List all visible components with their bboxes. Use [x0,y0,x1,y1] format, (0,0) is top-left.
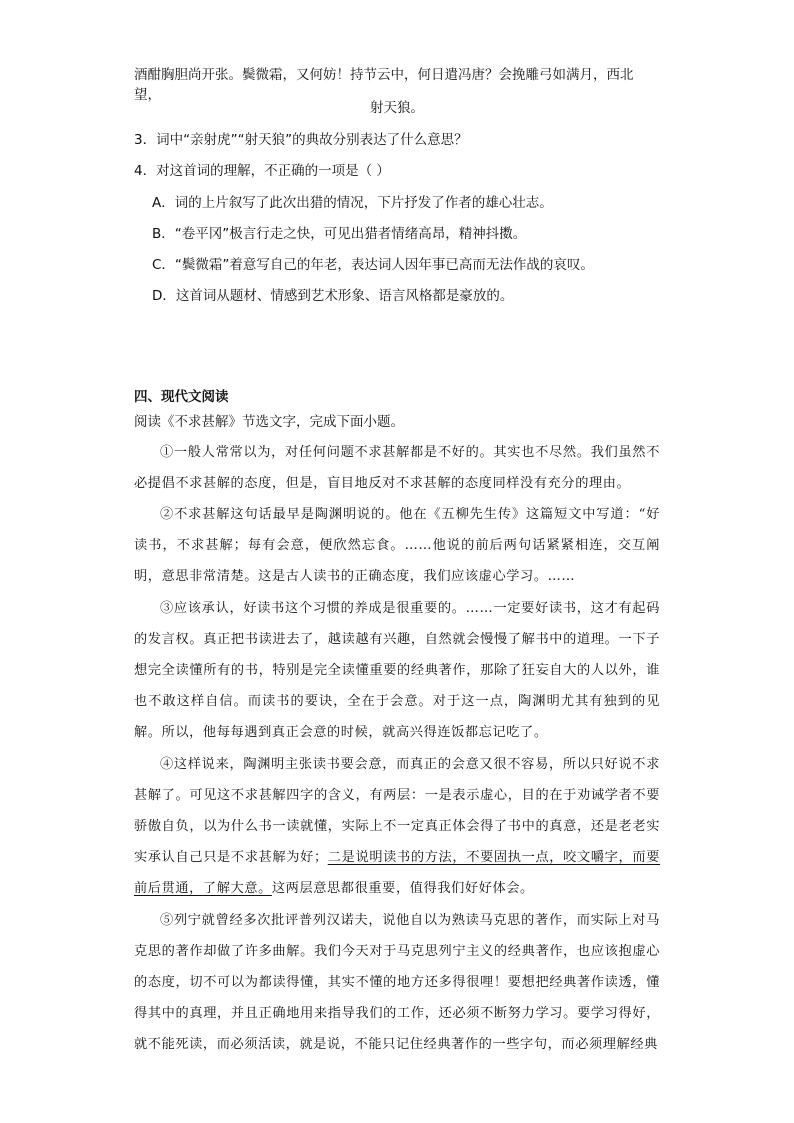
section-title: 四、现代文阅读 [134,389,229,405]
option-b: B．“卷平冈”极言行走之快，可见出猎者情绪高昂，精神抖擞。 [152,226,527,242]
poem-line: 射天狼。 [370,100,424,116]
paragraph-3: ③应该承认，好读书这个习惯的养成是很重要的。……一定要好读书，这才有起码的发言权。真正把书读进去了，越读越有兴趣，自然就会慢慢了解书中的道理。一下子想完全读懂所有的书，特别是完全读懂重要的经典著作，那除了狂妄自大的人以外，谁也不敢这样自信。而读书的要诀，全在于会意。对于这一点，陶渊明尤其有独到的见解。所以，他每每遇到真正会意的时候，就高兴得连饭都忘记吃了。 [134,601,660,740]
option-c: C．“鬓微霜”着意写自己的年老，表达词人因年事已高而无法作战的哀叹。 [152,257,594,273]
paragraph-4 [134,749,660,904]
paragraph-1: ①一般人常常以为，对任何问题不求甚解都是不好的。其实也不尽然。我们虽然不必提倡不求甚解的态度，但是，盲目地反对不求甚解的态度同样没有充分的理由。 [134,445,660,491]
paragraph-4-text: ④这样说来，陶渊明主张读书要会意，而真正的会意又很不容易，所以只好说不求甚解了。可见这不求甚解四字的含义，有两层：一是表示虚心，目的在于劝诫学者不要骄傲自负，以为什么书一读就懂，实际上不一定真正体会得了书中的真意，还是老老实实承认自己只是不求甚解为好； [134,757,660,865]
question-4: 4．对这首词的理解，不正确的一项是（ ） [134,163,390,179]
paragraph-5: ⑤列宁就曾经多次批评普列汉诺夫，说他自以为熟读马克思的著作，而实际上对马克思的著作却做了许多曲解。我们今天对于马克思列宁主义的经典著作，也应该抱虚心的态度，切不可以为都读得懂，其实不懂的地方还多得很哩！要想把经典著作读透，懂得其中的真理，并且正确地用来指导我们的工作，还必须不断努力学习。要学习得好，就不能死读，而必须活读，就是说，不能只记住经典著作的一些字句，而必须理解经典 [134,913,660,1052]
paragraph-2: ②不求甚解这句话最早是陶渊明说的。他在《五柳先生传》这篇短文中写道：“好读书，不求甚解；每有会意，便欣然忘食。……他说的前后两句话紧紧相连，交互阐明，意思非常清楚。这是古人读书的正确态度，我们应该虚心学习。…… [134,507,660,584]
section-intro: 阅读《不求甚解》节选文字，完成下面小题。 [134,414,404,430]
underlined-sentence: 二是说明读书的方法，不要固执一点，咬文嚼字，而要前后贯通，了解大意。 [134,850,660,896]
option-a: A．词的上片叙写了此次出猎的情况，下片抒发了作者的雄心壮志。 [152,195,553,211]
question-3: 3．词中“亲射虎”“射天狼”的典故分别表达了什么意思？ [134,132,468,148]
paragraph-4-tail: 这两层意思都很重要，值得我们好好体会。 [271,881,534,896]
poem-line: 酒酣胸胆尚开张。鬓微霜，又何妨！持节云中，何日遣冯唐？会挽雕弓如满月，西北望， [134,67,634,103]
option-d: D．这首词从题材、情感到艺术形象、语言风格都是豪放的。 [152,288,514,304]
